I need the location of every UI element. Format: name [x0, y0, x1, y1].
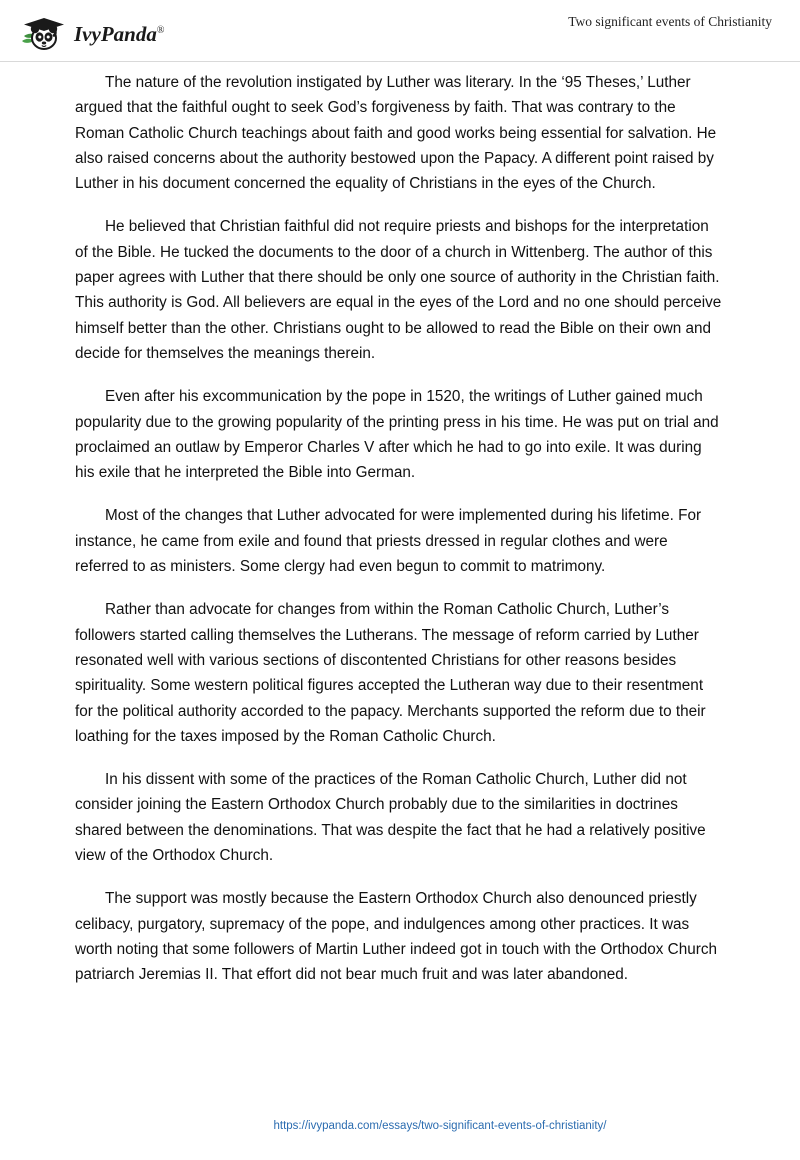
page-footer: [0, 1116, 800, 1134]
paragraph: Rather than advocate for changes from within the Roman Catholic Church, Luther’s followers started calling themselves the Lutherans. The message of reform carried by Luther resonated well with various sections of discontented Christians for other reasons besides spirituality. Some western political figures accepted the Lutheran way due to their resentment for the political authority accorded to the papacy. Merchants supported the reform due to their loathing for the taxes imposed by the Roman Catholic Church.: [75, 601, 706, 745]
graduation-cap-panda-logo-icon: [20, 14, 66, 54]
page-header: [0, 0, 800, 62]
paragraph: Most of the changes that Luther advocated for were implemented during his lifetime. For instance, he came from exile and found that priests dressed in regular clothes and were referred to as ministers. Some clergy had even begun to commit to matrimony.: [75, 507, 702, 576]
paragraph: The nature of the revolution instigated by Luther was literary. In the ‘95 Theses,’ Luther argued that the faithful ought to seek God’s forgiveness by faith. That was contrary to the Roman Catholic Church teachings about faith and good works being essential for salvation. He also raised concerns about the authority bestowed upon the Papacy. A different point raised by Luther in his document concerned the equality of Christians in the eyes of the Church.: [75, 74, 717, 193]
header-divider: [0, 61, 800, 62]
document-body: [75, 70, 725, 1006]
source-url-link[interactable]: https://ivypanda.com/essays/two-significant-events-of-christianity/: [273, 1120, 607, 1132]
document-header-title: Two significant events of Christianity: [568, 14, 772, 29]
paragraph: In his dissent with some of the practices of the Roman Catholic Church, Luther did not consider joining the Eastern Orthodox Church probably due to the similarities in doctrines shared between the denominations. That was despite the fact that he had a relatively positive view of the Orthodox Church.: [75, 771, 706, 865]
paragraph: The support was mostly because the Eastern Orthodox Church also denounced priestly celibacy, purgatory, supremacy of the pope, and indulgences among other practices. It was worth noting that some followers of Martin Luther indeed got in touch with the Orthodox Church patriarch Jeremias II. That effort did not bear much fruit and was later abandoned.: [75, 890, 717, 984]
paragraph: Even after his excommunication by the pope in 1520, the writings of Luther gained much popularity due to the growing popularity of the printing press in his time. He was put on trial and proclaimed an outlaw by Emperor Charles V after which he had to go into exile. It was during his exile that he interpreted the Bible into German.: [75, 388, 719, 482]
brand[interactable]: [20, 14, 164, 54]
brand-name-text: IvyPanda: [74, 21, 157, 46]
brand-name: [74, 22, 164, 47]
registered-mark: ®: [156, 24, 165, 36]
paragraph: He believed that Christian faithful did not require priests and bishops for the interpretation of the Bible. He tucked the documents to the door of a church in Wittenberg. The author of this paper agrees with Luther that there should be only one source of authority in the Christian faith. This authority is God. All believers are equal in the eyes of the Lord and no one should perceive himself better than the other. Christians ought to be allowed to read the Bible on their own and decide for themselves the meanings therein.: [75, 218, 722, 362]
